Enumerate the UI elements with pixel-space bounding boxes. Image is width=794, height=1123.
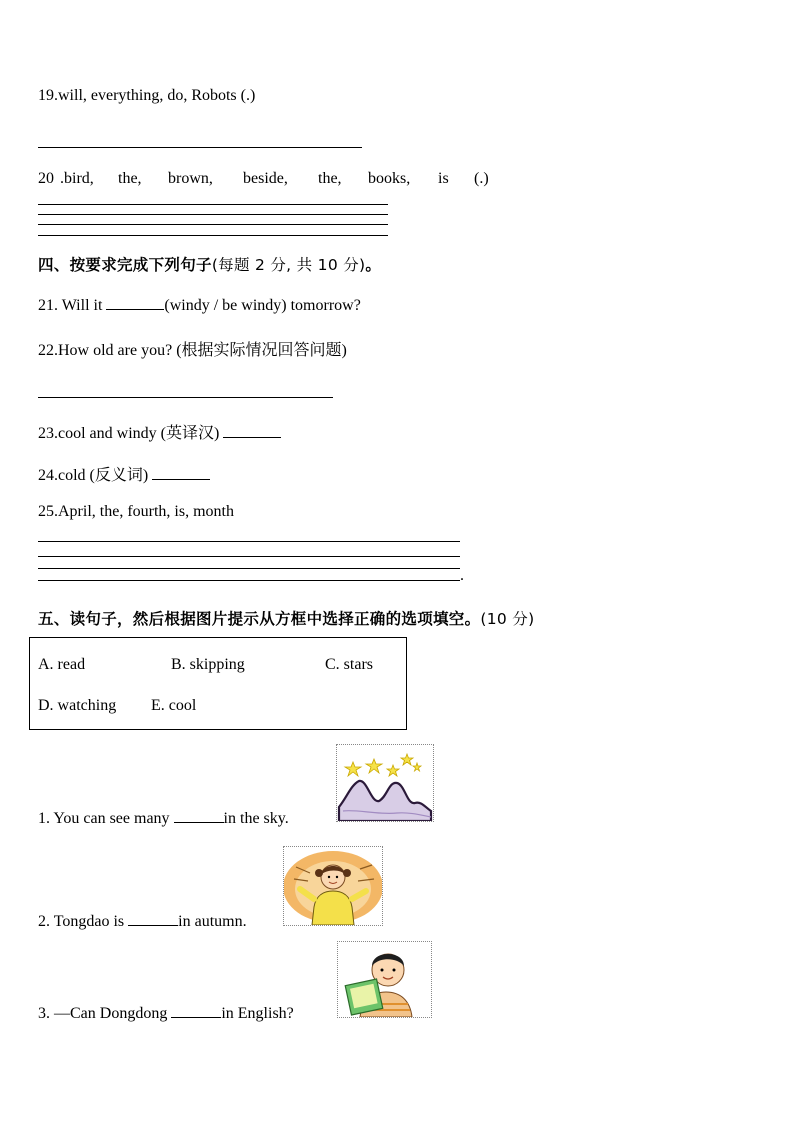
option-c: C. stars	[325, 656, 373, 673]
fill-blank[interactable]	[128, 911, 178, 926]
picture-question-2	[38, 911, 247, 931]
stars-mountain-picture	[336, 744, 434, 822]
section-title: 四、按要求完成下列句子	[38, 256, 212, 274]
word-token: beside,	[243, 170, 288, 187]
girl-autumn-picture	[283, 846, 383, 926]
question-text-post: (windy / be windy) tomorrow?	[164, 297, 361, 314]
boy-icon	[338, 942, 431, 1017]
question-text: .cold (反义词)	[54, 467, 153, 484]
question-text-post: in the sky.	[223, 810, 289, 827]
fill-blank[interactable]	[223, 423, 281, 438]
question-text-pre: 3. —Can Dongdong	[38, 1005, 172, 1022]
question-number: 20	[38, 170, 54, 187]
question-text: .How old are you? (根据实际情况回答问题)	[54, 342, 347, 359]
question-23	[38, 420, 281, 443]
word-token: books,	[368, 170, 411, 187]
word-token: .bird,	[60, 170, 94, 187]
option-e: E. cool	[151, 697, 197, 714]
fill-blank[interactable]	[106, 295, 164, 310]
question-text-post: in autumn.	[178, 913, 247, 930]
question-22	[38, 337, 347, 360]
question-24	[38, 462, 210, 485]
answer-line[interactable]	[38, 214, 388, 215]
answer-line[interactable]	[38, 224, 388, 225]
option-a: A. read	[38, 656, 86, 673]
question-number: 19	[38, 87, 54, 104]
answer-line[interactable]	[38, 580, 460, 581]
answer-line[interactable]	[38, 541, 460, 542]
question-number: 23	[38, 425, 54, 442]
question-text: .April, the, fourth, is, month	[54, 503, 234, 520]
question-number: 24	[38, 467, 54, 484]
section-5-heading	[38, 607, 534, 629]
boy-reading-picture	[337, 941, 432, 1018]
question-19	[38, 87, 255, 105]
section-end: 。	[365, 256, 382, 274]
answer-line[interactable]	[38, 204, 388, 205]
answer-line[interactable]	[38, 568, 460, 569]
question-number: 21	[38, 297, 54, 314]
stars-icon	[337, 745, 433, 821]
answer-line[interactable]	[38, 235, 388, 236]
word-token: the,	[118, 170, 142, 187]
question-text-pre: 2. Tongdao is	[38, 913, 129, 930]
question-25	[38, 503, 234, 521]
answer-line[interactable]	[38, 397, 333, 398]
section-score: (每题 2 分, 共 10 分)	[211, 256, 366, 274]
question-number: 22	[38, 342, 54, 359]
fill-blank[interactable]	[171, 1003, 221, 1018]
word-token: is	[438, 170, 449, 187]
question-21	[38, 295, 361, 315]
period-mark: .	[460, 567, 464, 584]
section-title: 五、读句子，然后根据图片提示从方框中选择正确的选项填空。	[38, 610, 481, 628]
picture-question-1	[38, 808, 289, 828]
question-20	[38, 170, 54, 188]
option-d: D. watching	[38, 697, 117, 714]
word-token: the,	[318, 170, 342, 187]
section-4-heading	[38, 253, 381, 275]
answer-line[interactable]	[38, 147, 362, 148]
fill-blank[interactable]	[152, 465, 210, 480]
question-text-pre: . Will it	[54, 297, 107, 314]
section-score: (10 分)	[480, 610, 535, 628]
picture-question-3	[38, 1003, 294, 1023]
answer-line[interactable]	[38, 556, 460, 557]
question-text: .will, everything, do, Robots (.)	[54, 87, 256, 104]
word-token: (.)	[474, 170, 489, 187]
option-b: B. skipping	[171, 656, 245, 673]
question-number: 25	[38, 503, 54, 520]
options-box	[29, 637, 407, 730]
question-text: .cool and windy (英译汉)	[54, 425, 224, 442]
fill-blank[interactable]	[174, 808, 224, 823]
girl-icon	[284, 847, 382, 925]
word-token: brown,	[168, 170, 213, 187]
question-text-post: in English?	[221, 1005, 294, 1022]
question-text-pre: 1. You can see many	[38, 810, 174, 827]
